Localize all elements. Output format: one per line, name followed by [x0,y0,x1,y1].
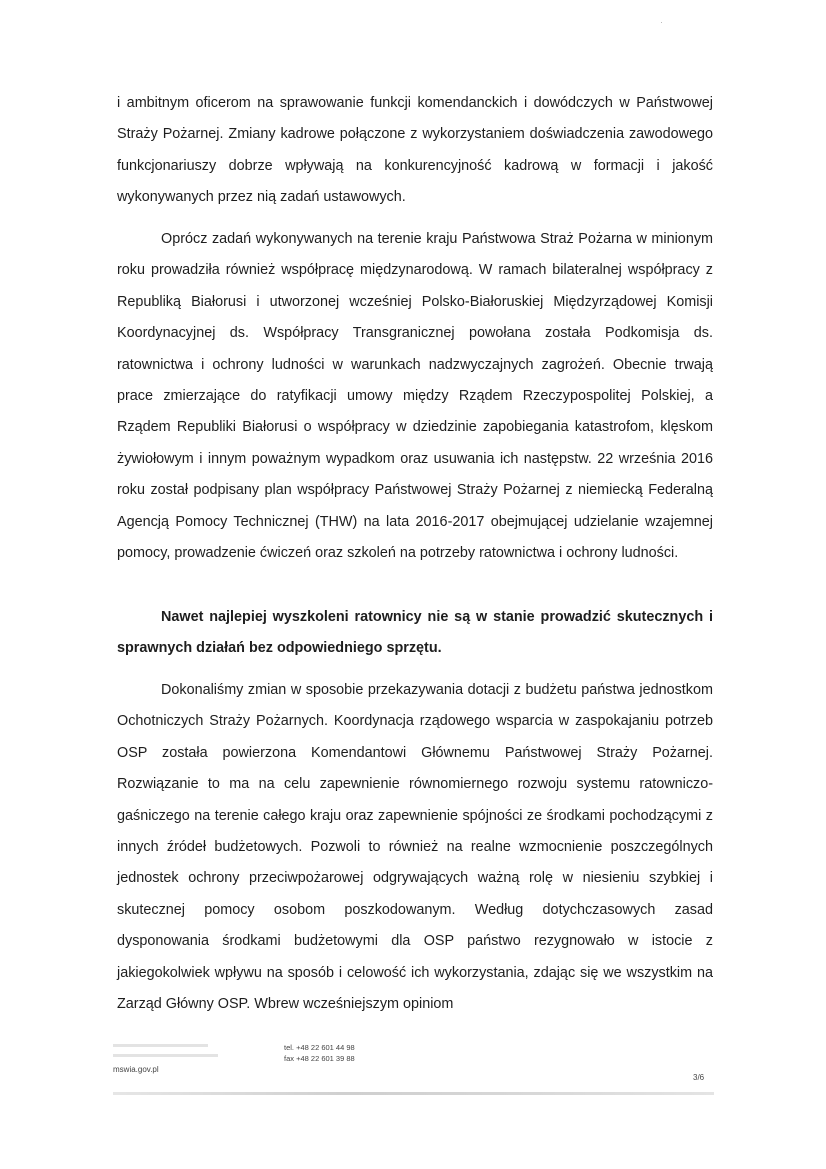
paragraph-international-cooperation: Oprócz zadań wykonywanych na terenie kraju Państwowa Straż Pożarna w minionym roku prowadziła również współpracę międzynarodową. W ramach bilateralnej współpracy z Republiką Białorusi i utworzonej wcześniej Polsko-Białoruskiej Międzyrządowej Komisji Koordynacyjnej ds. Współpracy Transgranicznej powołana została Podkomisja ds. ratownictwa i ochrony ludności w warunkach nadzwyczajnych zagrożeń. Obecnie trwają prace zmierzające do ratyfikacji umowy między Rządem Rzeczypospolitej Polskiej, a Rządem Republiki Białorusi o współpracy w dziedzinie zapobiegania katastrofom, klęskom żywiołowym i innym poważnym wypadkom oraz usuwania ich następstw. 22 września 2016 roku został podpisany plan współpracy Państwowej Straży Pożarnej z niemiecką Federalną Agencją Pomocy Technicznej (THW) na lata 2016-2017 obejmującej udzielanie wzajemnej pomocy, prowadzenie ćwiczeń oraz szkoleń na potrzeby ratownictwa i ochrony ludności. [117,231,713,562]
footer-divider [113,1092,714,1095]
paragraph-equipment-emphasis: Nawet najlepiej wyszkoleni ratownicy nie są w stanie prowadzić skutecznych i sprawnych działań bez odpowiedniego sprzętu. [117,609,713,657]
page-number: 3/6 [693,1073,705,1082]
footer-website: mswia.gov.pl [113,1065,159,1074]
footer-contact [284,1042,355,1064]
faded-address-text [113,1041,223,1061]
footer-phone: tel. +48 22 601 44 98 [284,1043,355,1052]
paragraph-osp-funding: Dokonaliśmy zmian w sposobie przekazywania dotacji z budżetu państwa jednostkom Ochotniczych Straży Pożarnych. Koordynacja rządowego wsparcia w zaspokajaniu potrzeb OSP została powierzona Komendantowi Głównemu Państwowej Straży Pożarnej. Rozwiązanie to ma na celu zapewnienie równomiernego rozwoju systemu ratowniczo-gaśniczego na terenie całego kraju oraz zapewnienie spójności ze środkami pochodzącymi z innych źródeł budżetowych. Pozwoli to również na realne wzmocnienie poszczególnych jednostek ochrony przeciwpożarowej odgrywających ważną rolę w niesieniu szybkiej i skutecznej pomocy osobom poszkodowanym. Według dotychczasowych zasad dysponowania środkami budżetowymi dla OSP państwo rezygnowało w istocie z jakiegokolwiek wpływu na sposób i celowość ich wykorzystania, zdając się we wszystkim na Zarząd Główny OSP. Wbrew wcześniejszym opiniom [117,682,713,1013]
footer-fax: fax +48 22 601 39 88 [284,1054,355,1063]
scan-artifact [661,22,662,23]
footer-faded-address [113,1041,223,1065]
paragraph-staff-changes: i ambitnym oficerom na sprawowanie funkcji komendanckich i dowódczych w Państwowej Straży Pożarnej. Zmiany kadrowe połączone z wykorzystaniem doświadczenia zawodowego funkcjonariuszy dobrze wpływają na konkurencyjność kadrową w formacji i jakość wykonywanych przez nią zadań ustawowych. [117,95,713,206]
